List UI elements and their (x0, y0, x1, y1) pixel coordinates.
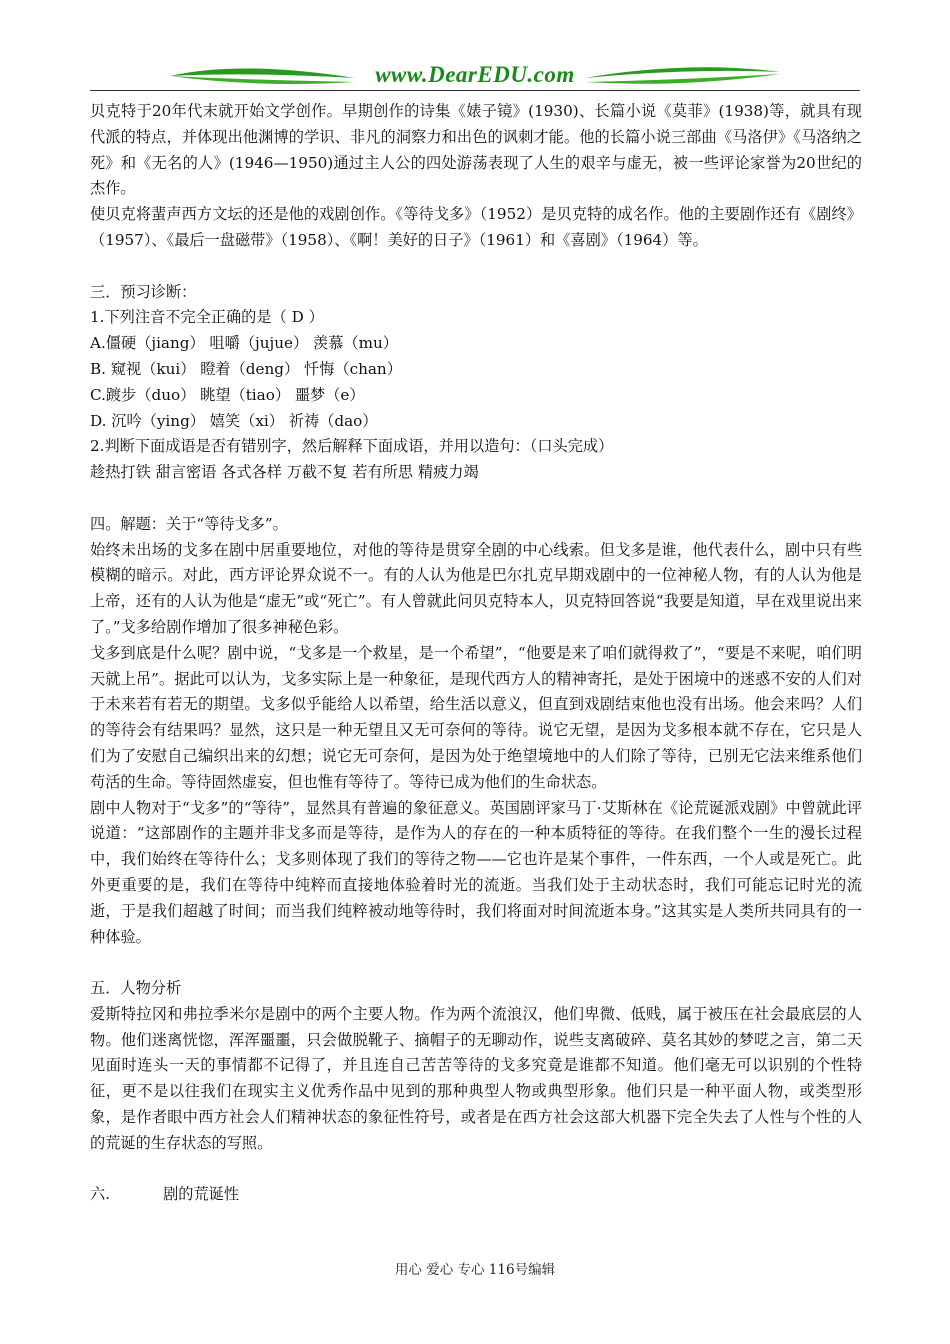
option-c: C.踱步（duo） 眺望（tiao） 噩梦（e） (90, 385, 365, 404)
header-divider (90, 90, 860, 91)
option-d: D. 沉吟（ying） 嬉笑（xi） 祈祷（dao） (90, 411, 378, 430)
document-body (90, 99, 862, 1208)
option-b: B. 窥视（kui） 瞪着（deng） 忏悔（chan） (90, 359, 402, 378)
section-5-title: 五．人物分析 (90, 979, 182, 998)
option-a: A.僵硬（jiang） 咀嚼（jujue） 羡慕（mu） (90, 334, 398, 353)
idiom-list: 趁热打铁 甜言密语 各式各样 万截不复 若有所思 精疲力竭 (90, 463, 479, 482)
intro-paragraph-1: 贝克特于20年代末就开始文学创作。早期创作的诗集《婊子镜》(1930)、长篇小说《莫菲》(1938)等，就具有现代派的特点，并体现出他渊博的学识、非凡的洞察力和出色的讽刺才能。他的长篇小说三部曲《马洛伊》《马洛纳之死》和《无名的人》(1946—1950)通过主人公的四处游荡表现了人生的艰辛与虚无，被一些评论家誉为20世纪的杰作。 (90, 102, 862, 198)
section-6-title: 六. 剧的荒诞性 (90, 1185, 240, 1204)
section-4-title: 四。解题：关于“等待戈多”。 (90, 514, 288, 533)
question-1: 1.下列注音不完全正确的是（ D ） (90, 308, 324, 327)
question-2: 2.判断下面成语是否有错别字，然后解释下面成语，并用以造句：（口头完成） (90, 437, 614, 456)
site-logo-text: www.DearEDU.com (375, 62, 575, 87)
section-3-title: 三．预习诊断： (90, 282, 197, 301)
section-4-paragraph-3: 剧中人物对于“戈多”的“等待”，显然具有普遍的象征意义。英国剧评家马丁·艾斯林在《论荒诞派戏剧》中曾就此评说道：“这部剧作的主题并非戈多而是等待，是作为人的存在的一种本质特征的等待。在我们整个一生的漫长过程中，我们始终在等待什么；戈多则体现了我们的等待之物——它也许是某个事件，一件东西，一个人或是死亡。此外更重要的是，我们在等待中纯粹而直接地体验着时光的流逝。当我们处于主动状态时，我们可能忘记时光的流逝，于是我们超越了时间；而当我们纯粹被动地等待时，我们将面对时间流逝本身。”这其实是人类所共同具有的一种体验。 (90, 798, 862, 946)
section-5-paragraph-1: 爱斯特拉冈和弗拉季米尔是剧中的两个主要人物。作为两个流浪汉，他们卑微、低贱，属于被压在社会最底层的人物。他们迷离恍惚，浑浑噩噩，只会做脱靴子、摘帽子的无聊动作，说些支离破碎、莫名其妙的梦呓之言，第二天见面时连头一天的事情都不记得了，并且连自己苦苦等待的戈多究竟是谁都不知道。他们毫无可以识别的个性特征，更不是以往我们在现实主义优秀作品中见到的那种典型人物或典型形象。他们只是一种平面人物，或类型形象，是作者眼中西方社会人们精神状态的象征性符号，或者是在西方社会这部大机器下完全失去了人性与个性的人的荒诞的生存状态的写照。 (90, 1004, 862, 1152)
section-4-paragraph-1: 始终未出场的戈多在剧中居重要地位，对他的等待是贯穿全剧的中心线索。但戈多是谁，他代表什么，剧中只有些模糊的暗示。对此，西方评论界众说不一。有的人认为他是巴尔扎克早期戏剧中的一位神秘人物，有的人认为他是上帝，还有的人认为他是“虚无”或“死亡”。有人曾就此问贝克特本人，贝克特回答说“我要是知道，早在戏里说出来了。”戈多给剧作增加了很多神秘色彩。 (90, 540, 862, 636)
page-footer: 用心 爱心 专心 116号编辑 (394, 1262, 556, 1278)
section-4-paragraph-2: 戈多到底是什么呢？剧中说，“戈多是一个救星，是一个希望”，“他要是来了咱们就得救了”，“要是不来呢，咱们明天就上吊”。据此可以认为，戈多实际上是一种象征，是现代西方人的精神寄托，是处于困境中的迷惑不安的人们对于未来若有若无的期望。戈多似乎能给人以希望，给生活以意义，但直到戏剧结束他也没有出场。他会来吗？人们的等待会有结果吗？显然，这只是一种无望且又无可奈何的等待。说它无望，是因为戈多根本就不存在，它只是人们为了安慰自己编织出来的幻想；说它无可奈何，是因为处于绝望境地中的人们除了等待，已别无它法来维系他们苟活的生命。等待固然虚妄，但也惟有等待了。等待已成为他们的生命状态。 (90, 643, 862, 791)
page-header (90, 58, 860, 98)
intro-paragraph-2: 使贝克将蜚声西方文坛的还是他的戏剧创作。《等待戈多》（1952）是贝克特的成名作。他的主要剧作还有《剧终》（1957）、《最后一盘磁带》（1958）、《啊！美好的日子》（1961）和《喜剧》（1964）等。 (90, 205, 862, 249)
